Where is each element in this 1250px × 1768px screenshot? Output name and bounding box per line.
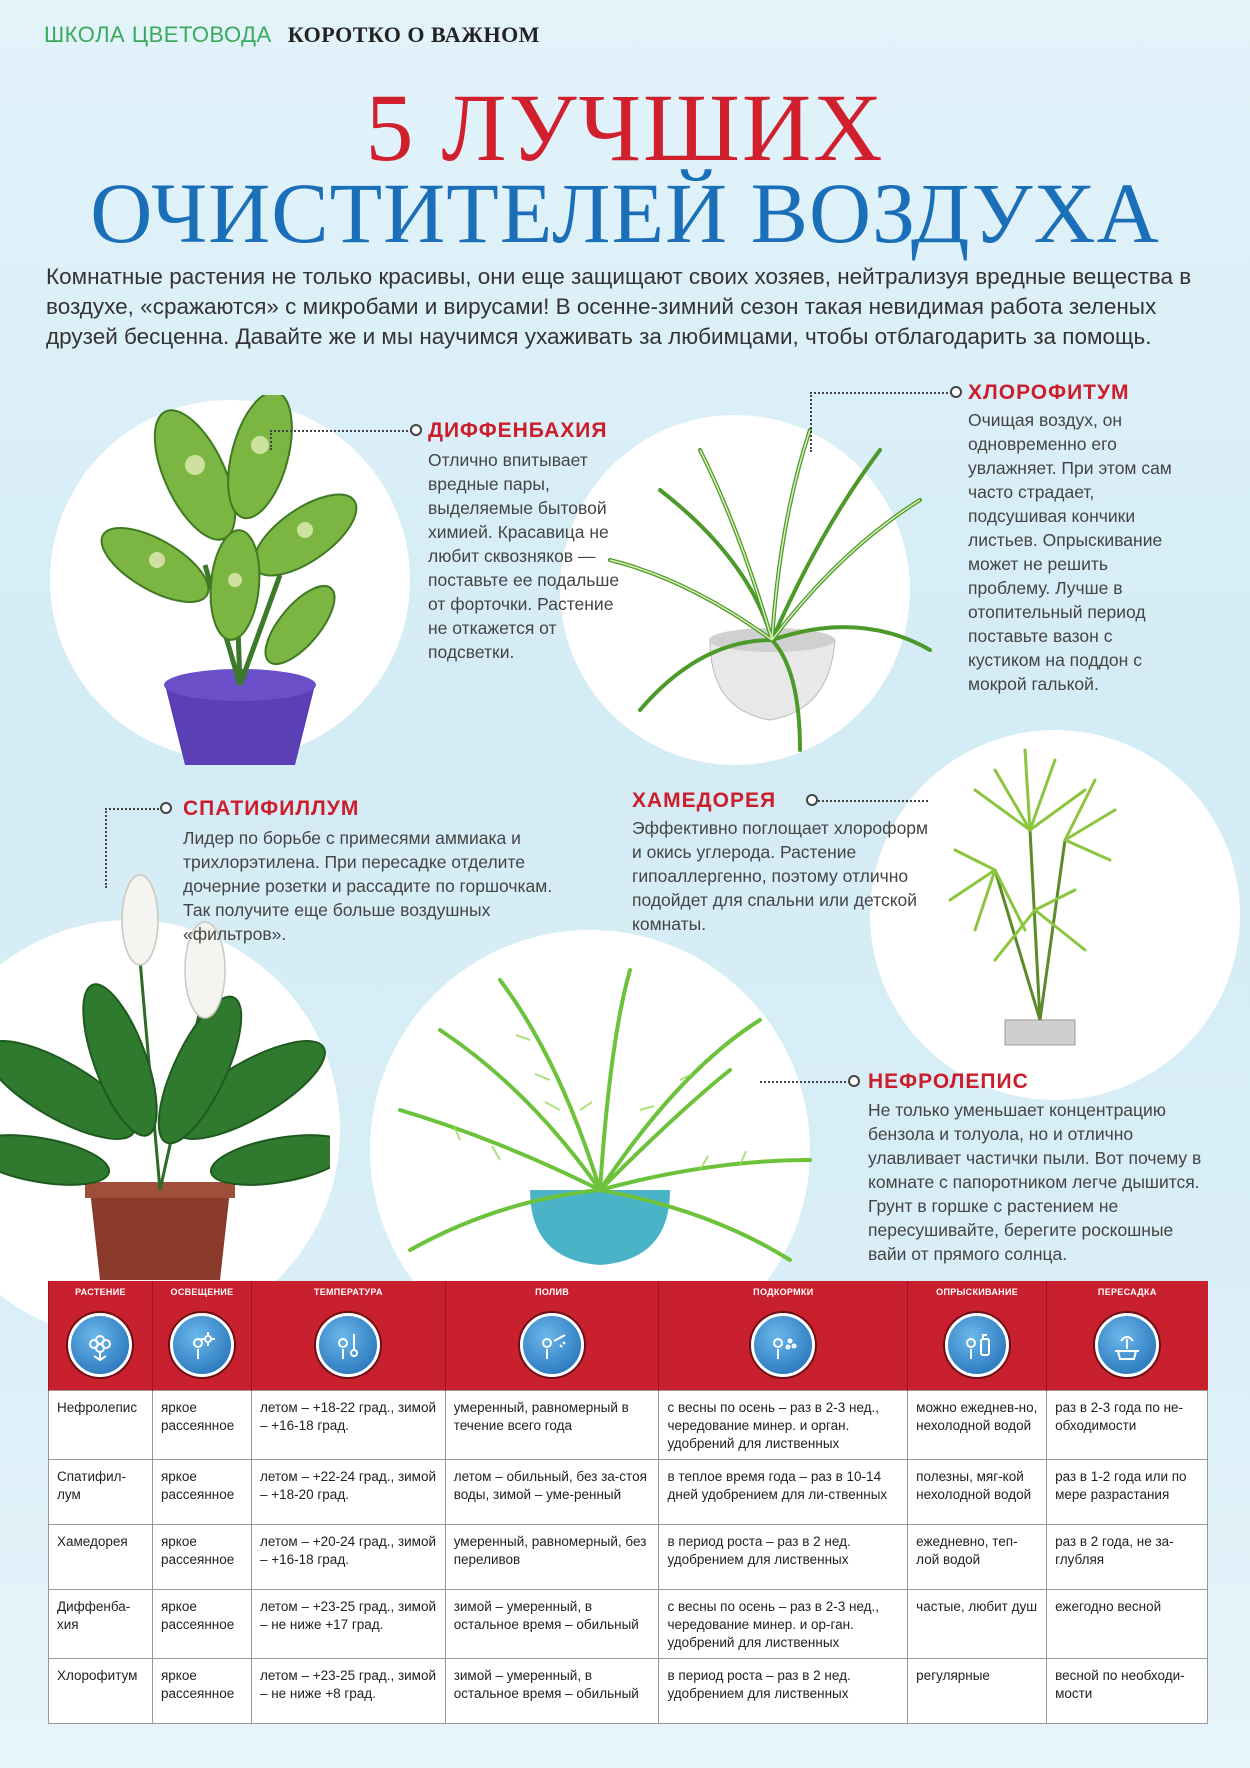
header-rubric xyxy=(44,22,540,48)
fertilizer-icon xyxy=(751,1313,815,1377)
callout-dot-chamaedorea xyxy=(806,794,818,806)
header-feeding: ПОДКОРМКИ xyxy=(659,1281,908,1391)
table-cell: раз в 1-2 года или по мере разрастания xyxy=(1047,1460,1208,1525)
intro-paragraph: Комнатные растения не только красивы, они еще защищают своих хозяев, нейтрализуя вредные вещества в воздухе, «сражаются» с микробами и вирусами! В осенне-зимний сезон такая невидимая работа зеленых друзей бесценна. Давайте же и мы научимся ухаживать за любимцами, чтобы отблагодарить за помощь. xyxy=(46,264,1192,349)
care-table xyxy=(48,1281,1208,1724)
chamaedorea-title: ХАМЕДОРЕЯ xyxy=(632,789,777,812)
table-row xyxy=(49,1460,1208,1525)
table-row xyxy=(49,1391,1208,1460)
table-cell: Спатифил-лум xyxy=(49,1460,153,1525)
callout-line-dieffenbachia xyxy=(270,430,412,432)
chlorophytum-title: ХЛОРОФИТУМ xyxy=(968,381,1130,404)
table-cell: с весны по осень – раз в 2-3 нед., чередование минер. и орган. удобрений для лиственных xyxy=(659,1391,908,1460)
nephrolepis-text: Не только уменьшает концентрацию бензола и толуола, но и отлично улавливает частички пыли. Вот почему в комнате с папоротником легче дышится. Грунт в горшке с растением не пересушивайте, берегите роскошные вайи от прямого солнца. xyxy=(868,1100,1202,1264)
table-cell: Хлорофитум xyxy=(49,1659,153,1724)
table-cell: ежегодно весной xyxy=(1047,1590,1208,1659)
rubric-label: КОРОТКО О ВАЖНОМ xyxy=(287,22,540,47)
table-row xyxy=(49,1525,1208,1590)
table-cell: можно ежеднев-но, нехолодной водой xyxy=(908,1391,1047,1460)
table-cell: Нефролепис xyxy=(49,1391,153,1460)
callout-vline-chlorophytum xyxy=(810,392,812,452)
header-repotting: ПЕРЕСАДКА xyxy=(1047,1281,1208,1391)
thermometer-icon xyxy=(316,1313,380,1377)
spathiphyllum-title: СПАТИФИЛЛУМ xyxy=(183,797,360,820)
flower-icon xyxy=(68,1313,132,1377)
header-spraying: ОПРЫСКИВАНИЕ xyxy=(908,1281,1047,1391)
nephrolepis-title: НЕФРОЛЕПИС xyxy=(868,1070,1029,1093)
table-cell: летом – обильный, без за-стоя воды, зимой – уме-ренный xyxy=(445,1460,659,1525)
section-label: ШКОЛА ЦВЕТОВОДА xyxy=(44,22,272,47)
spray-bottle-icon xyxy=(945,1313,1009,1377)
table-cell: частые, любит душ xyxy=(908,1590,1047,1659)
callout-dot-chlorophytum xyxy=(950,386,962,398)
table-cell: летом – +23-25 град., зимой – не ниже +17 град. xyxy=(251,1590,445,1659)
callout-dot-dieffenbachia xyxy=(410,424,422,436)
table-row xyxy=(49,1590,1208,1659)
title-line-2: ОЧИСТИТЕЛЕЙ ВОЗДУХА xyxy=(90,165,1160,261)
table-cell: умеренный, равномерный, без переливов xyxy=(445,1525,659,1590)
chlorophytum-text: Очищая воздух, он одновременно его увлажняет. При этом сам часто страдает, подсушивая кончики листьев. Опрыскивание может не решить проблему. Лучше в отопительный период поставьте вазон с кустиком на поддон с мокрой галькой. xyxy=(968,410,1172,694)
watering-can-icon xyxy=(520,1313,584,1377)
callout-vline-dieffenbachia xyxy=(270,430,272,450)
sun-icon xyxy=(170,1313,234,1377)
callout-line-chamaedorea xyxy=(818,800,928,802)
repot-icon xyxy=(1095,1313,1159,1377)
callout-vline-spathiphyllum xyxy=(105,808,107,888)
table-cell: раз в 2 года, не за-глубляя xyxy=(1047,1525,1208,1590)
dieffenbachia-image xyxy=(95,395,385,775)
callout-line-spathiphyllum xyxy=(105,808,163,810)
table-cell: летом – +22-24 град., зимой – +18-20 град. xyxy=(251,1460,445,1525)
dieffenbachia-text: Отлично впитывает вредные пары, выделяемые бытовой химией. Красавица не любит сквозняков — поставьте ее подальше от форточки. Растение не откажется от подсветки. xyxy=(428,450,620,662)
table-cell: Хамедорея xyxy=(49,1525,153,1590)
table-cell: умеренный, равномерный в течение всего года xyxy=(445,1391,659,1460)
table-cell: летом – +18-22 град., зимой – +16-18 град. xyxy=(251,1391,445,1460)
callout-line-nephrolepis xyxy=(760,1081,850,1083)
table-cell: регулярные xyxy=(908,1659,1047,1724)
table-cell: ежедневно, теп-лой водой xyxy=(908,1525,1047,1590)
table-cell: зимой – умеренный, в остальное время – обильный xyxy=(445,1659,659,1724)
table-cell: летом – +23-25 град., зимой – не ниже +8 град. xyxy=(251,1659,445,1724)
header-watering: ПОЛИВ xyxy=(445,1281,659,1391)
spathiphyllum-text: Лидер по борьбе с примесями аммиака и трихлорэтилена. При пересадке отделите дочерние розетки и рассадите по горшочкам. Так получите еще больше воздушных «фильтров». xyxy=(183,828,553,944)
table-cell: зимой – умеренный, в остальное время – обильный xyxy=(445,1590,659,1659)
callout-dot-spathiphyllum xyxy=(160,802,172,814)
nephrolepis-image xyxy=(380,960,820,1280)
table-cell: яркое рассеянное xyxy=(152,1659,251,1724)
table-cell: яркое рассеянное xyxy=(152,1525,251,1590)
table-header-row xyxy=(49,1281,1208,1391)
table-cell: яркое рассеянное xyxy=(152,1590,251,1659)
chlorophytum-image xyxy=(600,410,940,760)
callout-dot-nephrolepis xyxy=(848,1075,860,1087)
table-cell: яркое рассеянное xyxy=(152,1460,251,1525)
table-cell: яркое рассеянное xyxy=(152,1391,251,1460)
chamaedorea-image xyxy=(935,730,1135,1060)
table-cell: в период роста – раз в 2 нед. удобрением для лиственных xyxy=(659,1525,908,1590)
table-cell: весной по необходи-мости xyxy=(1047,1659,1208,1724)
title-line-1: 5 ЛУЧШИХ xyxy=(365,74,885,181)
table-cell: с весны по осень – раз в 2-3 нед., чередование минер. и ор-ган. удобрений для лиственных xyxy=(659,1590,908,1659)
header-plant: РАСТЕНИЕ xyxy=(49,1281,153,1391)
header-light: ОСВЕЩЕНИЕ xyxy=(152,1281,251,1391)
table-cell: в теплое время года – раз в 10-14 дней удобрением для ли-ственных xyxy=(659,1460,908,1525)
table-cell: в период роста – раз в 2 нед. удобрением для лиственных xyxy=(659,1659,908,1724)
chamaedorea-text: Эффективно поглощает хлороформ и окись углерода. Растение гипоаллергенно, поэтому отлично подойдет для спальни или детской комнаты. xyxy=(632,818,929,934)
table-row xyxy=(49,1659,1208,1724)
dieffenbachia-title: ДИФФЕНБАХИЯ xyxy=(428,419,608,442)
header-temperature: ТЕМПЕРАТУРА xyxy=(251,1281,445,1391)
callout-line-chlorophytum xyxy=(810,392,952,394)
table-cell: Диффенба-хия xyxy=(49,1590,153,1659)
table-cell: полезны, мяг-кой нехолодной водой xyxy=(908,1460,1047,1525)
table-cell: летом – +20-24 град., зимой – +16-18 град. xyxy=(251,1525,445,1590)
table-cell: раз в 2-3 года по не-обходимости xyxy=(1047,1391,1208,1460)
